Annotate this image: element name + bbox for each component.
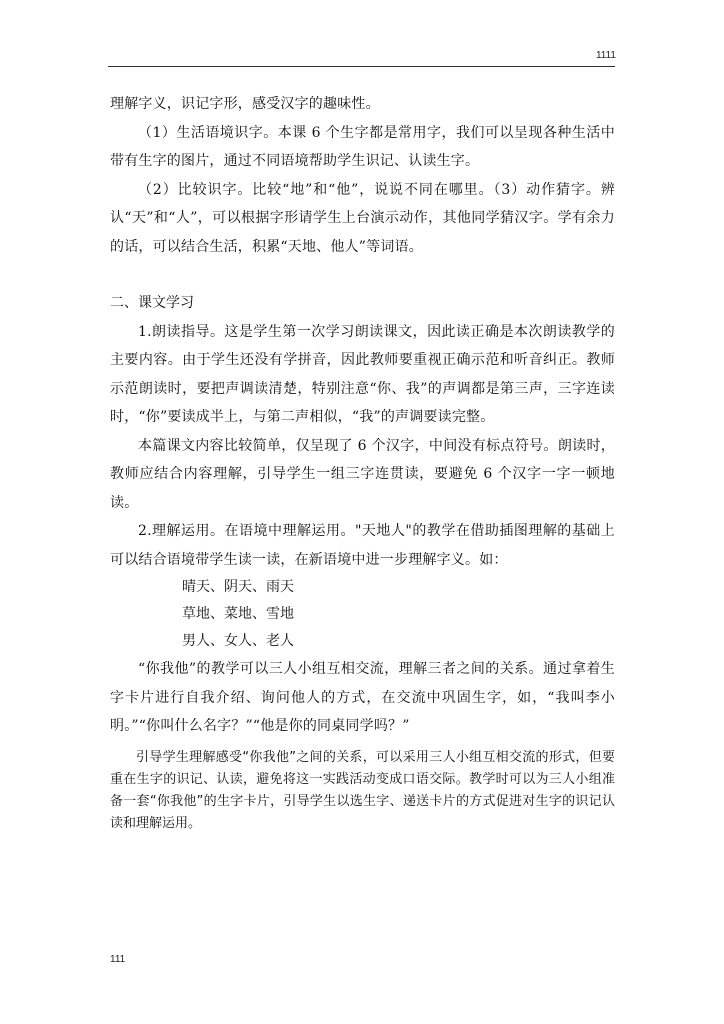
paragraph-5: 本篇课文内容比较简单，仅呈现了 6 个汉字，中间没有标点符号。朗读时，教师应结合内容理解，引导学生一组三字连贯读，要避免 6 个汉字一字一顿地读。 bbox=[110, 437, 615, 511]
paragraph-3: （2）比较识字。比较“地”和“他”，说说不同在哪里。（3）动作猜字。辨认“天”和“人”，可以根据字形请学生上台演示动作，其他同学猜汉字。学有余力的话，可以结合生活，积累“天地、他人”等词语。 bbox=[110, 181, 615, 255]
paragraph-1: 理解字义，识记字形，感受汉字的趣味性。 bbox=[110, 96, 380, 112]
section-heading: 二、课文学习 bbox=[110, 295, 194, 311]
paragraph-4: 1.朗读指导。这是学生第一次学习朗读课文，因此读正确是本次朗读教学的主要内容。由于学生还没有学拼音，因此教师要重视正确示范和听音纠正。教师示范朗读时，要把声调读清楚，特别注意“你、我”的声调都是第三声，三字连读时，“你”要读成半上，与第二声相似，“我”的声调要读完整。 bbox=[110, 323, 615, 425]
example-line-2: 草地、菜地、雪地 bbox=[182, 606, 294, 622]
paragraph-8: 引导学生理解感受“你我他”之间的关系，可以采用三人小组互相交流的形式，但要重在生字的识记、认读，避免将这一实践活动变成口语交际。教学时可以为三人小组准备一套“你我他”的生字卡片，引导学生以选生字、递送卡片的方式促进对生字的识记认读和理解运用。 bbox=[110, 749, 615, 831]
example-line-3: 男人、女人、老人 bbox=[182, 633, 294, 649]
document-body bbox=[110, 90, 615, 835]
blank-line bbox=[110, 261, 615, 289]
header-rule bbox=[108, 66, 615, 67]
paragraph-6: 2.理解运用。在语境中理解运用。"天地人"的教学在借助插图理解的基础上可以结合语境带学生读一读，在新语境中进一步理解字义。如： bbox=[110, 523, 615, 568]
paragraph-7: “你我他”的教学可以三人小组互相交流，理解三者之间的关系。通过拿着生字卡片进行自我介绍、询问他人的方式，在交流中巩固生字，如，“我叫李小明。”“你叫什么名字？”“他是你的同桌同学吗？” bbox=[110, 661, 615, 734]
header-page-number: 1111 bbox=[595, 50, 616, 61]
paragraph-2: （1）生活语境识字。本课 6 个生字都是常用字，我们可以呈现各种生活中带有生字的图片，通过不同语境帮助学生识记、认读生字。 bbox=[110, 124, 615, 169]
footer-page-number: 111 bbox=[110, 954, 126, 965]
example-line-1: 晴天、阴天、雨天 bbox=[182, 579, 294, 595]
